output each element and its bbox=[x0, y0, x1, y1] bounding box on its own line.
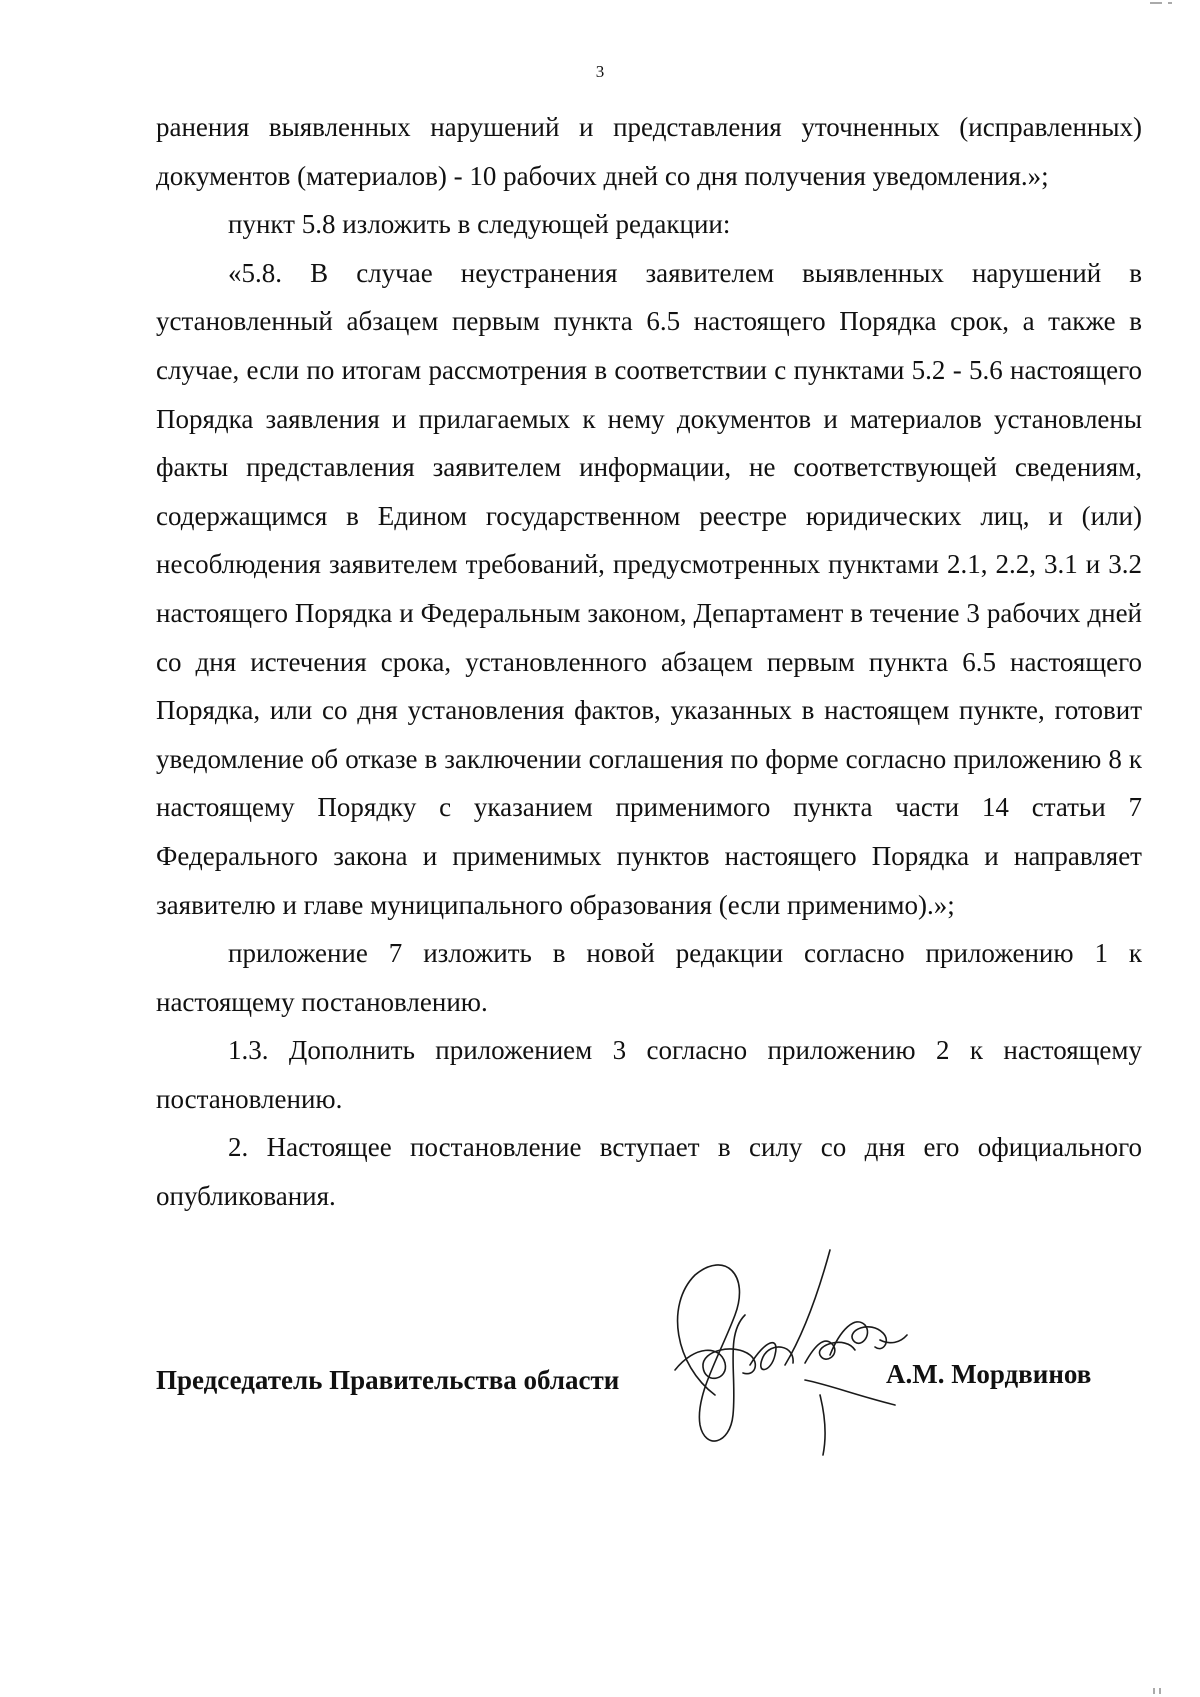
paragraph-2: пункт 5.8 изложить в следующей редакции: bbox=[228, 209, 731, 240]
paragraph-4: приложение 7 изложить в новой редакции согласно приложению 1 к настоящему постановлению. bbox=[156, 938, 1142, 1017]
page-number: 3 bbox=[595, 62, 605, 81]
scan-mark-top-right bbox=[1150, 0, 1190, 6]
paragraph-5: 1.3. Дополнить приложением 3 согласно приложению 2 к настоящему постановлению. bbox=[156, 1035, 1142, 1114]
paragraph-1: ранения выявленных нарушений и представления уточненных (исправленных) документов (материалов) - 10 рабочих дней со дня получения уведомления.»; bbox=[156, 112, 1142, 191]
paragraph-3: «5.8. В случае неустранения заявителем выявленных нарушений в установленный абзацем первым пункта 6.5 настоящего Порядка срок, а также в случае, если по итогам рассмотрения в соответствии с пунктами 5.2 - 5.6 настоящего Порядка заявления и прилагаемых к нему документов и материалов установлены факты представления заявителем информации, не соответствующей сведениям, содержащимся в Едином государственном реестре юридических лиц, и (или) несоблюдения заявителем требований, предусмотренных пунктами 2.1, 2.2, 3.1 и 3.2 настоящего Порядка и Федеральным законом, Департамент в течение 3 рабочих дней со дня истечения срока, установленного абзацем первым пункта 6.5 настоящего Порядка, или со дня установления фактов, указанных в настоящем пункте, готовит уведомление об отказе в заключении соглашения по форме согласно приложению 8 к настоящему Порядку с указанием применимого пункта части 14 статьи 7 Федерального закона и применимых пунктов настоящего Порядка и направляет заявителю и главе муниципального образования (если применимо).»; bbox=[156, 257, 1142, 920]
signer-title: Председатель Правительства области bbox=[156, 1365, 620, 1395]
document-body bbox=[156, 103, 1142, 1221]
scan-mark-bottom-right bbox=[1150, 1688, 1190, 1694]
handwritten-signature bbox=[655, 1245, 925, 1465]
signer-name: А.М. Мордвинов bbox=[886, 1359, 1092, 1389]
paragraph-6: 2. Настоящее постановление вступает в силу со дня его официального опубликования. bbox=[156, 1132, 1142, 1212]
signature-block bbox=[156, 1360, 1142, 1400]
